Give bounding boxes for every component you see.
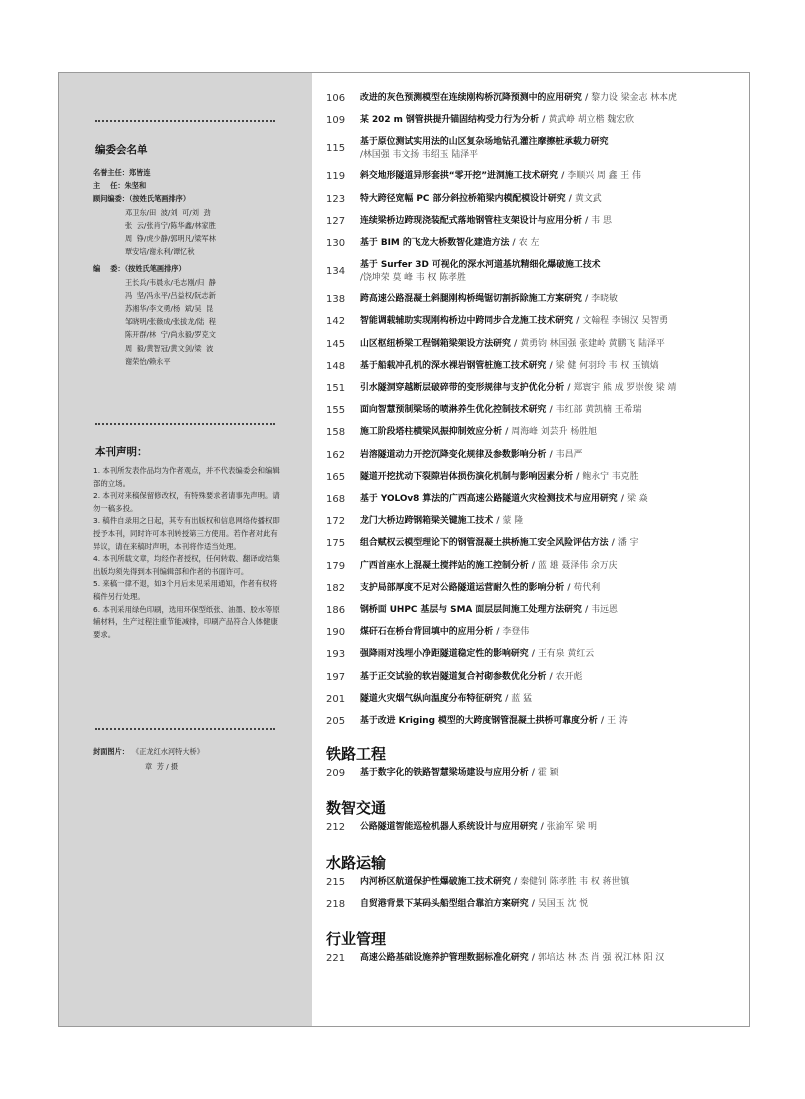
dotted-divider (95, 120, 275, 122)
page-number: 221 (326, 953, 346, 964)
article-authors-line (360, 149, 478, 162)
separator: / (581, 605, 592, 615)
board-title: 编委会名单 (95, 144, 148, 156)
board-line: 邹晓明/张薇成/张拔龙/陆 程 (93, 317, 216, 327)
page-number: 127 (326, 215, 346, 227)
article-authors: 黎力设 梁金志 林本虎 (591, 93, 677, 103)
article-title: 连续梁桥边跨现浇装配式落地钢管柱支架设计与应用分析 / 韦 思 (360, 215, 612, 226)
page-number: 172 (326, 516, 346, 528)
article-authors: 李晓敏 (591, 294, 618, 305)
article-authors: 韦远恩 (591, 605, 618, 615)
article-title: 基于 Surfer 3D 可视化的深水河道基坑精细化爆破施工技术 (360, 260, 601, 271)
article-authors: 蒙 隆 (502, 516, 524, 527)
dotted-divider (95, 423, 275, 425)
separator: / (608, 538, 618, 549)
article-title: 改进的灰色预测模型在连续刚构桥沉降预测中的应用研究 / 黎力设 梁金志 林本虎 (360, 93, 677, 103)
page-number: 155 (326, 405, 346, 417)
separator: / (539, 115, 549, 126)
page-number: 130 (326, 238, 346, 249)
article-authors: 黄武峥 胡立楷 魏宏欣 (548, 115, 634, 126)
board-line: 王长兵/韦晨永/毛志刚/归 静 (93, 277, 216, 287)
statement-item: 1. 本刊所发表作品均为作者观点，并不代表编委会和编辑部的立场。 (93, 466, 280, 488)
article-title: 钢桥面 UHPC 基层与 SMA 面层层间施工处理方法研究 / 韦远恩 (360, 605, 618, 615)
statement-item: 4. 本刊所载文章，均经作者授权，任何转载、翻译或结集出版均须先得到本刊编辑部和作者的书面许可。 (93, 554, 280, 576)
separator: / (581, 215, 592, 226)
board-line: 名誉主任：郑皆连 (93, 168, 151, 177)
page-number: 148 (326, 360, 346, 372)
page-number: 215 (326, 876, 346, 888)
article-title: 隧道火灾烟气纵向温度分布特征研究 / 蓝 猛 (360, 693, 532, 704)
article-title: 基于正交试验的软岩隧道复合衬砌参数优化分析 / 农开彪 (360, 671, 583, 682)
article-authors: 霍 颖 (538, 768, 559, 779)
article-authors: 郑寰宇 熊 成 罗崇俊 梁 靖 (573, 383, 677, 393)
page-number: 182 (326, 582, 346, 594)
page-number: 109 (326, 115, 346, 127)
board-line: 陈开群/林 宁/尚永毅/罗克文 (93, 330, 216, 340)
article-authors: 李登伟 (502, 627, 530, 638)
separator: / (360, 150, 363, 161)
separator: / (493, 627, 503, 638)
article-title: 山区枢纽桥梁工程钢箱梁架设方法研究 / 黄勇钧 林国强 张建岭 黄鹏飞 陆泽平 (360, 338, 665, 349)
page-number: 193 (326, 649, 346, 661)
separator: / (528, 649, 539, 660)
separator: / (509, 238, 519, 248)
article-title: 斜交地形隧道异形套拱“零开挖”进洞施工技术研究 / 李顺兴 周 鑫 王 伟 (360, 171, 641, 182)
article-title: 基于原位测试实用法的山区复杂场地钻孔灌注摩擦桩承载力研究 (360, 137, 609, 148)
dotted-divider (95, 728, 275, 730)
separator: / (502, 693, 512, 704)
page-number: 186 (326, 605, 346, 616)
separator: / (546, 360, 556, 371)
cover-label: 封面图片： (93, 747, 129, 756)
article-title: 基于数字化的铁路智慧梁场建设与应用分析 / 霍 颖 (360, 768, 559, 779)
article-authors: 李顺兴 周 鑫 王 伟 (567, 171, 641, 182)
board-line: 编 委：（按姓氏笔画排序） (93, 264, 186, 274)
page-number: 106 (326, 93, 346, 104)
article-authors: 周海峰 刘芸升 杨胜旭 (511, 427, 597, 438)
section-heading: 铁路工程 (326, 745, 387, 764)
section-heading: 数智交通 (326, 799, 387, 818)
article-title: 龙门大桥边跨钢箱梁关键施工技术 / 蒙 隆 (360, 516, 524, 527)
page-number: 119 (326, 171, 346, 183)
article-authors: 王 涛 (607, 716, 628, 726)
article-title: 组合赋权云模型理论下的钢管混凝土拱桥施工安全风险评估方法 / 潘 宇 (360, 538, 639, 549)
separator: / (528, 898, 539, 909)
article-authors: 鲍永宁 韦克胜 (582, 471, 639, 482)
article-title: 岩溶隧道动力开挖沉降变化规律及参数影响分析 / 韦昌严 (360, 449, 583, 460)
statement-item: 3. 稿件自录用之日起，其专有出版权和信息网络传播权即授予本刊，同时许可本刊转授第三方使用。若作者对此有异议，请在来稿时声明，本刊将作适当处理。 (93, 516, 280, 551)
article-authors: 黄文武 (575, 193, 602, 204)
article-authors: 梁 焱 (627, 494, 648, 504)
page-number: 218 (326, 898, 346, 910)
page-number: 190 (326, 627, 346, 639)
article-title: 跨高速公路混凝土斜腿刚构桥绳锯切割拆除施工方案研究 / 李晓敏 (360, 294, 618, 305)
cover-credit: 章 芳 / 摄 (145, 762, 179, 771)
page-number: 165 (326, 471, 346, 483)
separator: / (573, 471, 583, 482)
article-authors: 文翰程 李锡汉 吴智勇 (582, 316, 668, 327)
article-title: 广西首座水上混凝土搅拌站的施工控制分析 / 蓝 雄 聂泽伟 余万庆 (360, 560, 618, 571)
article-title: 公路隧道智能巡检机器人系统设计与应用研究 / 张渝军 梁 明 (360, 822, 597, 833)
board-line: 冯 坚/冯永平/吕益权/阮志新 (93, 290, 216, 300)
article-authors: 张渝军 梁 明 (546, 822, 597, 833)
board-line: 苏湘华/李文勇/杨 斌/吴 昆 (93, 304, 214, 314)
separator: / (502, 427, 512, 438)
article-title: 引水隧洞穿越断层破碎带的变形规律与支护优化分析 / 郑寰宇 熊 成 罗崇俊 梁 靖 (360, 383, 677, 393)
article-title: 基于船载冲孔机的深水裸岩钢管桩施工技术研究 / 梁 健 何羽玲 韦 权 玉镇熇 (360, 360, 659, 371)
article-authors: 潘 宇 (617, 538, 639, 549)
separator: / (581, 93, 592, 103)
separator: / (360, 273, 363, 284)
article-authors: 蓝 雄 聂泽伟 余万庆 (538, 560, 618, 571)
separator: / (528, 768, 539, 779)
article-authors: 韦 思 (591, 215, 612, 226)
article-authors: 秦健钊 陈孝胜 韦 权 蒋世镇 (520, 876, 630, 887)
separator: / (546, 405, 556, 416)
statement-item: 5. 来稿一律不退，如3个月后未见采用通知，作者有权将稿件另行处理。 (93, 579, 278, 601)
article-title: 内河桥区航道保护性爆破施工技术研究 / 秦健钊 陈孝胜 韦 权 蒋世镇 (360, 876, 630, 887)
page-number: 123 (326, 193, 346, 205)
article-authors: 饶坤荣 莫 峰 韦 权 陈孝胜 (363, 273, 466, 284)
article-title: 基于改进 Kriging 模型的大跨度钢管混凝土拱桥可靠度分析 / 王 涛 (360, 716, 628, 726)
statement-item: 2. 本刊对来稿保留修改权，有特殊要求者请事先声明。请勿一稿多投。 (93, 491, 280, 513)
page-number: 209 (326, 768, 346, 780)
separator: / (564, 582, 574, 593)
article-title: 智能调载辅助实现刚构桥边中跨同步合龙施工技术研究 / 文翰程 李锡汉 吴智勇 (360, 316, 668, 327)
separator: / (581, 294, 592, 305)
separator: / (510, 876, 521, 887)
article-title: 基于 YOLOv8 算法的广西高速公路隧道火灾检测技术与应用研究 / 梁 焱 (360, 494, 648, 504)
page-number: 201 (326, 693, 346, 705)
board-line: 邓卫东/田 波/刘 可/刘 劲 (93, 207, 211, 217)
article-title: 某 202 m 钢管拱提升锚固结构受力行为分析 / 黄武峥 胡立楷 魏宏欣 (360, 115, 634, 126)
separator: / (528, 560, 539, 571)
article-authors: 韦红部 黄凯楠 王希瑞 (555, 405, 642, 416)
board-line: 周 毅/黄智冠/黄文剑/梁 波 (93, 343, 214, 353)
article-authors: 梁 健 何羽玲 韦 权 玉镇熇 (555, 360, 659, 371)
separator: / (565, 193, 575, 204)
board-line: 顾问编委：（按姓氏笔画排序） (93, 194, 191, 204)
board-line: 周 铮/虎少静/郭明凡/梁军林 (93, 234, 216, 244)
separator: / (573, 316, 583, 327)
article-title: 基于 BIM 的飞龙大桥数智化建造方法 / 农 左 (360, 238, 540, 248)
section-heading: 行业管理 (326, 930, 387, 948)
article-title: 施工阶段塔柱横梁风振抑制效应分析 / 周海峰 刘芸升 杨胜旭 (360, 427, 597, 438)
article-authors: 郭培达 林 杰 肖 强 祝江林 阳 汉 (538, 953, 665, 963)
statement-title: 本刊声明： (95, 446, 148, 458)
separator: / (564, 383, 574, 393)
board-line: 谢荣怡/赖永平 (93, 356, 171, 366)
article-authors: 蓝 猛 (511, 693, 532, 704)
article-title: 特大跨径宽幅 PC 部分斜拉桥箱梁内模配模设计研究 / 黄文武 (360, 193, 602, 204)
separator: / (546, 449, 556, 460)
statement-item: 6. 本刊采用绿色印刷，选用环保型纸张、油墨、胶水等原辅材料，生产过程注重节能减排，印刷产品符合人体健康要求。 (93, 604, 280, 639)
separator: / (597, 716, 608, 726)
article-authors: 林国强 韦文扬 韦绍玉 陆泽平 (363, 150, 478, 161)
statement-list (93, 465, 281, 641)
article-authors: 农 左 (518, 238, 540, 248)
board-line: 张 云/张肖宁/陈华鑫/林家胜 (93, 220, 216, 230)
separator: / (528, 953, 539, 963)
article-authors: 王有泉 黄红云 (538, 649, 595, 660)
separator: / (558, 171, 568, 182)
article-authors: 韦昌严 (555, 449, 583, 460)
separator: / (510, 338, 521, 349)
article-authors: 农开彪 (555, 671, 583, 682)
article-authors: 吴国玉 沈 悦 (538, 898, 589, 909)
page-number: 197 (326, 671, 346, 683)
separator: / (493, 516, 503, 527)
separator: / (617, 494, 628, 504)
page-number: 179 (326, 560, 346, 572)
article-title: 支护局部厚度不足对公路隧道运营耐久性的影响分析 / 苟代利 (360, 582, 601, 593)
page-number: 162 (326, 449, 346, 461)
page-number: 175 (326, 538, 346, 550)
article-authors: 黄勇钧 林国强 张建岭 黄鹏飞 陆泽平 (520, 338, 665, 349)
page-number: 158 (326, 427, 346, 439)
separator: / (546, 671, 556, 682)
page-number: 151 (326, 383, 346, 394)
page-number: 168 (326, 494, 346, 505)
page-number: 145 (326, 338, 346, 350)
section-heading: 水路运输 (326, 853, 387, 872)
separator: / (537, 822, 547, 833)
article-title: 隧道开挖扰动下裂隙岩体损伤演化机制与影响因素分析 / 鲍永宁 韦克胜 (360, 471, 639, 482)
article-title: 强降雨对浅埋小净距隧道稳定性的影响研究 / 王有泉 黄红云 (360, 649, 595, 660)
page-number: 134 (326, 266, 346, 278)
page-number: 142 (326, 316, 346, 328)
article-title: 面向智慧预制梁场的喷淋养生优化控制技术研究 / 韦红部 黄凯楠 王希瑞 (360, 405, 642, 416)
page-number: 212 (326, 822, 346, 834)
page-number: 115 (326, 143, 346, 155)
page-number: 205 (326, 716, 346, 727)
article-authors: 苟代利 (573, 582, 601, 593)
cover-title: 《正龙红水河特大桥》 (132, 747, 204, 756)
page-number: 138 (326, 294, 346, 306)
article-title: 煤矸石在桥台背回填中的应用分析 / 李登伟 (360, 627, 530, 638)
board-line: 主 任：朱坚和 (93, 181, 147, 191)
article-title: 自贸港背景下某码头船型组合靠泊方案研究 / 吴国玉 沈 悦 (360, 898, 589, 909)
board-line: 覃安培/谢永利/谭忆秋 (93, 247, 195, 257)
article-authors-line (360, 272, 466, 285)
board-list (93, 166, 216, 368)
article-title: 高速公路基础设施养护管理数据标准化研究 / 郭培达 林 杰 肖 强 祝江林 阳 汉 (360, 953, 665, 963)
